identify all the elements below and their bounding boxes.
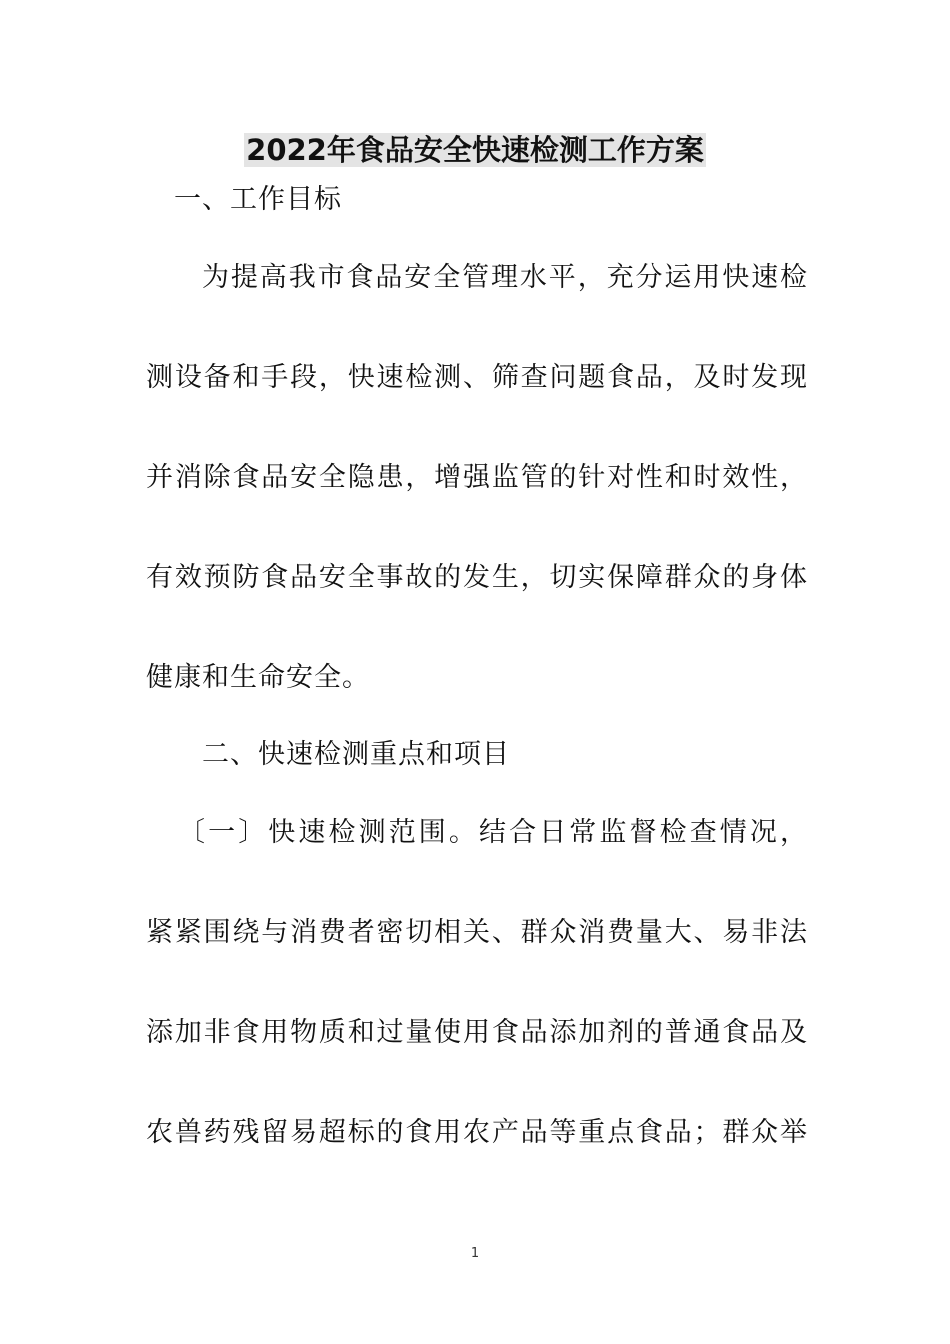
paragraph-line: 并消除食品安全隐患，增强监管的针对性和时效性，	[146, 462, 808, 493]
paragraph-line: 健康和生命安全。	[146, 662, 370, 693]
page-number: 1	[470, 1246, 480, 1261]
paragraph-line: 农兽药残留易超标的食用农产品等重点食品；群众举	[146, 1117, 808, 1148]
paragraph-line: 添加非食用物质和过量使用食品添加剂的普通食品及	[146, 1017, 808, 1048]
document-title	[0, 128, 950, 172]
paragraph-line: 〔一〕快速检测范围。结合日常监督检查情况，	[178, 817, 808, 848]
paragraph-line: 为提高我市食品安全管理水平，充分运用快速检	[202, 262, 808, 293]
document-title-text: 2022年食品安全快速检测工作方案	[246, 133, 704, 167]
paragraph-line: 有效预防食品安全事故的发生，切实保障群众的身体	[146, 562, 808, 593]
paragraph-line: 测设备和手段，快速检测、筛查问题食品，及时发现	[146, 362, 808, 393]
section-heading-1: 一、工作目标	[174, 184, 342, 215]
paragraph-line: 紧紧围绕与消费者密切相关、群众消费量大、易非法	[146, 917, 808, 948]
section-heading-2: 二、快速检测重点和项目	[202, 739, 510, 770]
